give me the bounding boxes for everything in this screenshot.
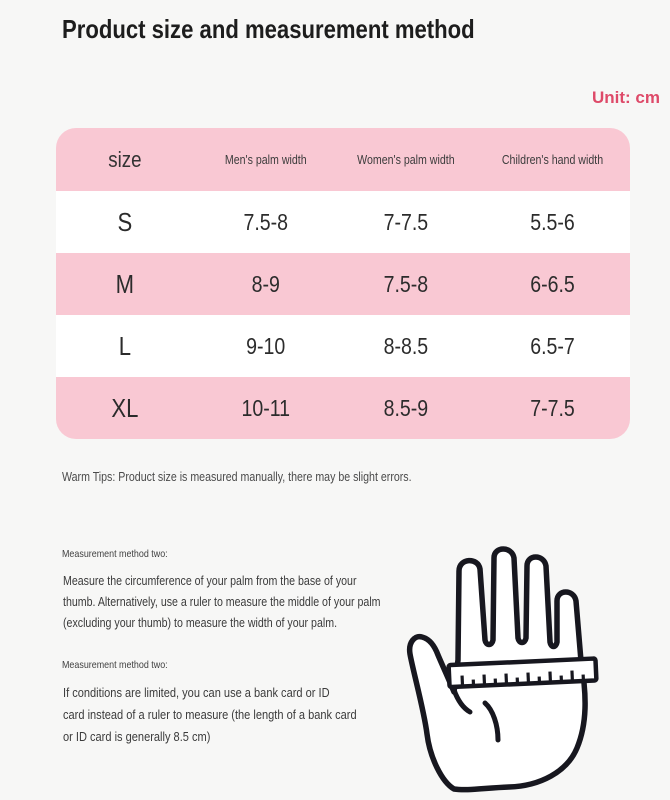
children-value: 6-6.5 bbox=[530, 270, 575, 297]
page-title: Product size and measurement method bbox=[62, 14, 475, 44]
children-value: 7-7.5 bbox=[530, 394, 575, 421]
women-value: 7-7.5 bbox=[383, 208, 429, 235]
size-value: XL bbox=[111, 392, 139, 423]
method-one-line: (excluding your thumb) to measure the width of your palm. bbox=[63, 616, 338, 630]
men-value: 10-11 bbox=[241, 394, 290, 421]
unit-label: Unit: cm bbox=[592, 88, 660, 107]
table-row-l bbox=[56, 315, 630, 377]
women-value: 8-8.5 bbox=[383, 332, 429, 359]
size-value: L bbox=[118, 330, 132, 361]
ruler bbox=[449, 658, 597, 687]
table-row-m bbox=[56, 253, 630, 315]
ruler-body bbox=[449, 658, 597, 687]
method-one-body bbox=[63, 571, 381, 634]
method-one-line: thumb. Alternatively, use a ruler to measure the middle of your palm bbox=[63, 595, 381, 609]
method-two-heading: Measurement method two: bbox=[62, 659, 168, 671]
warm-tips-note: Warm Tips: Product size is measured manually, there may be slight errors. bbox=[62, 470, 412, 484]
method-one-heading: Measurement method two: bbox=[62, 548, 168, 560]
women-value: 7.5-8 bbox=[383, 270, 429, 297]
size-table-header-row bbox=[56, 128, 630, 191]
table-row-s bbox=[56, 191, 630, 253]
table-row-xl bbox=[56, 377, 630, 439]
method-two-line: If conditions are limited, you can use a bank card or ID bbox=[63, 685, 330, 700]
children-value: 6.5-7 bbox=[530, 332, 575, 359]
size-value: M bbox=[115, 268, 135, 299]
column-header-men: Men's palm width bbox=[224, 152, 307, 167]
men-value: 9-10 bbox=[245, 332, 286, 359]
method-one-line: Measure the circumference of your palm from the base of your bbox=[63, 574, 357, 588]
size-table bbox=[56, 128, 630, 439]
men-value: 7.5-8 bbox=[243, 208, 288, 235]
children-value: 5.5-6 bbox=[530, 208, 575, 235]
column-header-women: Women's palm width bbox=[357, 152, 455, 167]
hand-with-ruler-icon bbox=[390, 540, 670, 800]
women-value: 8.5-9 bbox=[383, 394, 429, 421]
men-value: 8-9 bbox=[251, 270, 280, 297]
method-two-line: or ID card is generally 8.5 cm) bbox=[63, 729, 211, 744]
size-value: S bbox=[117, 206, 133, 237]
column-header-children: Children's hand width bbox=[501, 152, 604, 167]
column-header-size: size bbox=[108, 146, 142, 172]
method-two-line: card instead of a ruler to measure (the length of a bank card bbox=[63, 707, 357, 722]
method-two-body bbox=[63, 682, 357, 748]
